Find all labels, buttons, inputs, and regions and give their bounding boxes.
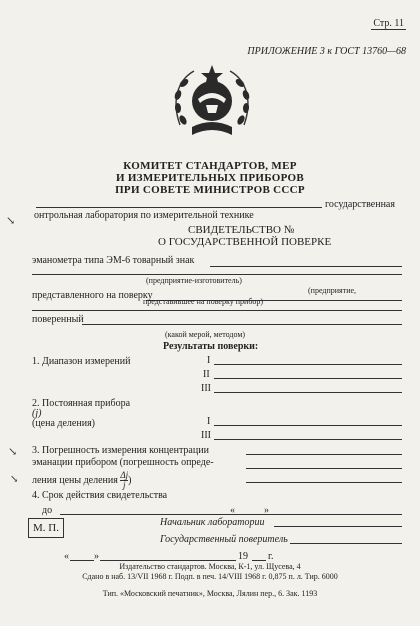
quote-mark: « — [230, 505, 235, 516]
margin-mark: ↘ — [6, 215, 16, 227]
item-2: 2. Постоянная прибора — [32, 398, 131, 409]
margin-mark: ↘ — [10, 474, 19, 485]
item-3-line-3: ления цены деления $\frac{\Delta j}{j}$ ) — [32, 470, 132, 490]
roman-3: III — [201, 430, 211, 441]
caption-enterprise: (предприятие, — [308, 286, 357, 295]
roman-1: I — [207, 416, 211, 427]
blank-line — [82, 324, 402, 325]
quote-mark: » — [94, 551, 99, 562]
date-line — [252, 560, 266, 561]
item-3-line-2: эманации прибором (погрешность опреде- — [32, 457, 214, 468]
item-2-symbol: (j) — [32, 408, 42, 419]
caption-presenter: представившее на поверку прибор) — [143, 297, 264, 306]
blank-line — [214, 439, 402, 440]
stamp-box: М. П. — [28, 518, 64, 538]
page-number: Стр. 11 — [373, 18, 404, 29]
blank-line — [214, 378, 402, 379]
quote-mark: « — [64, 551, 69, 562]
certificate-title: СВИДЕТЕЛЬСТВО № — [188, 224, 295, 236]
printer-line: Тип. «Московский печатник», Москва, Лялин пер., 6. Зак. 1193 — [102, 589, 318, 598]
lab-name: онтрольная лаборатория по измерительной технике — [34, 210, 254, 221]
signature-line — [274, 526, 402, 527]
head-of-lab: Начальник лаборатории — [160, 517, 265, 528]
roman-2: II — [203, 369, 210, 380]
date-year-suffix: г. — [268, 551, 274, 562]
blank-line — [214, 364, 402, 365]
committee-line-2: И ИЗМЕРИТЕЛЬНЫХ ПРИБОРОВ — [115, 172, 305, 184]
item-3-line-1: 3. Погрешность измерения концентрации — [32, 445, 209, 456]
caption-method: (какой мерой, методом) — [165, 330, 246, 339]
presented-line: представленного на поверку — [32, 290, 153, 301]
caption-maker: (предприятие-изготовитель) — [146, 276, 242, 285]
blank-line — [32, 274, 402, 275]
date-line — [100, 560, 236, 561]
verified-line: поверенный — [32, 314, 84, 325]
results-heading: Результаты поверки: — [163, 341, 259, 352]
date-century: 19 — [238, 551, 248, 562]
quote-mark: » — [264, 505, 269, 516]
to-label: до — [42, 505, 53, 516]
blank-line — [32, 310, 402, 311]
blank-line — [214, 425, 402, 426]
margin-mark: ↘ — [8, 446, 18, 458]
gos-suffix: государственная — [325, 199, 395, 210]
roman-3: III — [201, 383, 211, 394]
appendix-reference: ПРИЛОЖЕНИЕ 3 к ГОСТ 13760—68 — [247, 46, 406, 57]
signature-line — [290, 543, 402, 544]
blank-line — [246, 468, 402, 469]
item-2-caption: (цена деления) — [32, 418, 95, 429]
state-verifier: Государственный поверитель — [160, 534, 288, 545]
manometer-line: эманометра типа ЭМ-6 товарный знак — [32, 255, 195, 266]
committee-line-3: ПРИ СОВЕТЕ МИНИСТРОВ СССР — [115, 184, 305, 196]
print-details: Сдано в наб. 13/VII 1968 г. Подп. в печ. 14/VIII 1968 г. 0,875 п. л. Тир. 6000 — [82, 572, 338, 581]
item-1: 1. Диапазон измерений — [32, 356, 131, 367]
date-line — [70, 560, 94, 561]
blank-line — [246, 454, 402, 455]
blank-line — [36, 207, 322, 208]
blank-line — [246, 482, 402, 483]
publisher-line: Издательство стандартов. Москва, К-1, ул. Щусева, 4 — [119, 562, 301, 571]
certificate-subtitle: О ГОСУДАРСТВЕННОЙ ПОВЕРКЕ — [158, 236, 332, 248]
delta-fraction: $\frac{\Delta j}{j}$ — [120, 470, 129, 490]
blank-line — [214, 392, 402, 393]
item-4: 4. Срок действия свидетельства — [32, 490, 168, 501]
committee-line-1: КОМИТЕТ СТАНДАРТОВ, МЕР — [123, 160, 297, 172]
roman-1: I — [207, 355, 211, 366]
ussr-emblem-icon — [170, 63, 254, 139]
blank-line — [210, 266, 402, 267]
